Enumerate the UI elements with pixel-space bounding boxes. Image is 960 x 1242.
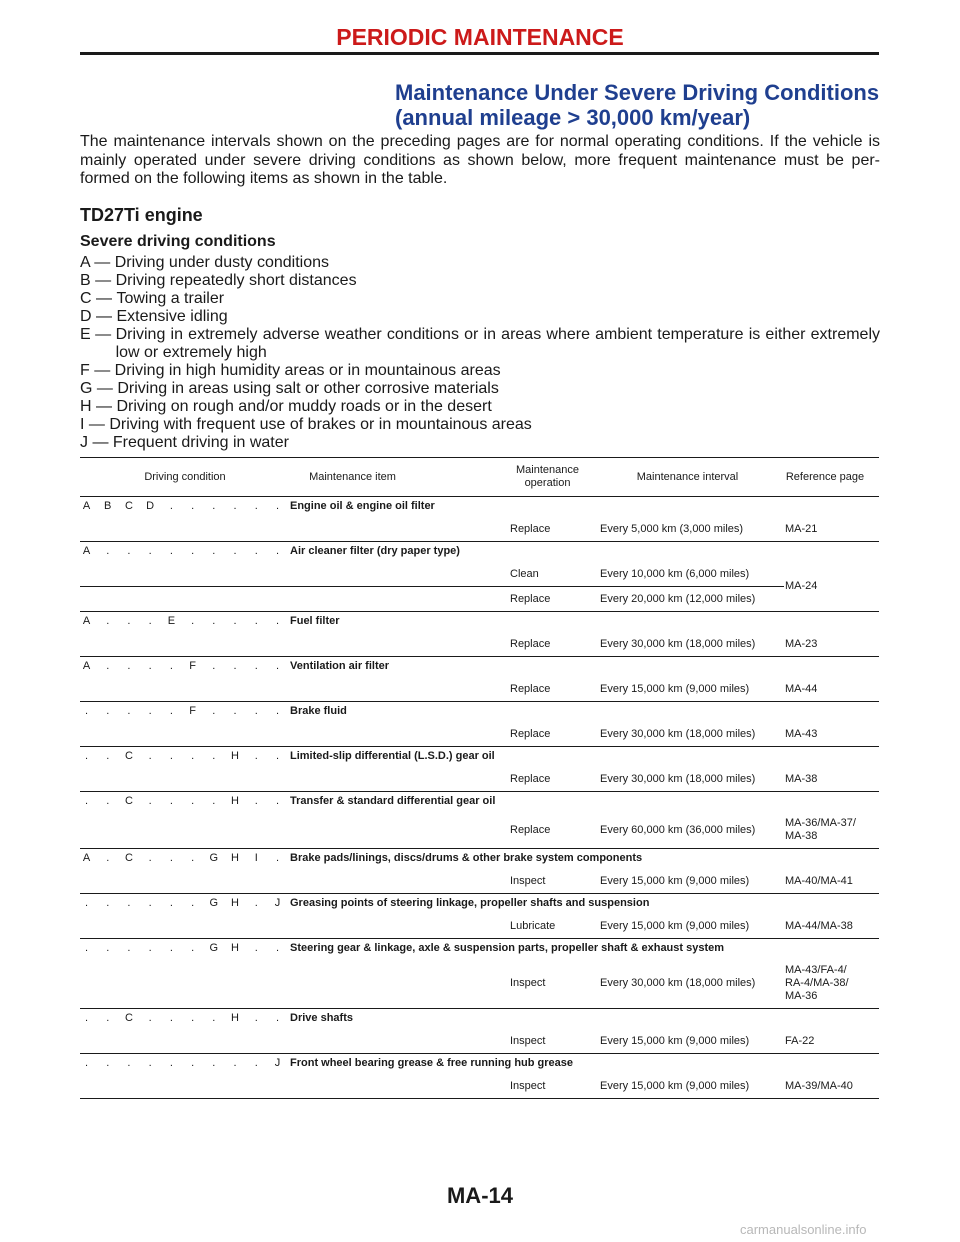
maintenance-operation: Replace [510,823,551,836]
condition-letter: B — [80,272,116,289]
condition-letter: J — [80,434,113,451]
condition-item [80,308,880,326]
condition-letter: F — [80,362,115,379]
row-head [80,702,879,722]
condition-item [80,380,880,398]
condition-code: . [275,545,279,557]
reference-page: MA-43 [785,727,818,740]
condition-code: D [146,500,155,512]
engine-title: TD27Ti engine [80,205,203,225]
condition-code: C [124,500,133,512]
maintenance-operation: Replace [510,522,551,535]
reference-page: FA-22 [785,1034,815,1047]
condition-code: . [106,852,110,864]
condition-letter: I — [80,416,110,433]
section-title-line2: (annual mileage > 30,000 km/year) [395,105,751,130]
condition-code: . [275,705,279,717]
reference-page: MA-38 [785,772,818,785]
condition-code: . [212,705,216,717]
header-maintenance-operation: Maintenance operation [516,464,579,489]
reference-page: MA-23 [785,637,818,650]
row-driving-condition [76,1012,288,1024]
condition-code: . [84,750,89,762]
conditions-list [80,254,880,452]
condition-code: . [233,1057,237,1069]
condition-code: A [82,852,91,864]
reference-page: MA-36/MA-37/ MA-38 [785,817,856,842]
operation-row [80,587,879,611]
row-head [80,849,879,869]
row-driving-condition [76,795,288,807]
maintenance-table [80,457,879,1099]
header-driving-condition: Driving condition [144,470,226,483]
condition-code: . [254,942,258,954]
maintenance-operation: Replace [510,727,551,740]
row-maintenance-item: Steering gear & linkage, axle & suspension parts, propeller shaft & exhaust system [290,942,725,954]
condition-code: . [148,545,152,557]
row-maintenance-item: Brake pads/linings, discs/drums & other brake system components [290,852,643,864]
condition-code: . [275,1012,279,1024]
page-number: MA-14 [446,1183,513,1208]
reference-page: MA-39/MA-40 [785,1079,853,1092]
row-driving-condition [76,942,288,954]
condition-letter: C — [80,290,117,307]
maintenance-operation: Replace [510,592,551,605]
condition-code: . [106,750,110,762]
condition-code: . [212,545,216,557]
condition-code: . [106,705,110,717]
maintenance-interval: Every 15,000 km (9,000 miles) [600,1079,750,1092]
maintenance-operation: Inspect [510,874,546,887]
condition-code: G [209,852,219,864]
condition-code: . [275,795,279,807]
condition-item [80,254,880,272]
condition-code: . [254,795,258,807]
header-rule [80,52,879,55]
condition-code: . [169,1012,173,1024]
condition-code: . [191,750,195,762]
maintenance-interval: Every 15,000 km (9,000 miles) [600,919,750,932]
condition-code: . [275,942,279,954]
table-row [80,1009,879,1054]
condition-code: . [191,1057,195,1069]
operation-row [80,722,879,746]
maintenance-interval: Every 15,000 km (9,000 miles) [600,874,750,887]
condition-code: . [233,705,237,717]
condition-code: . [169,852,173,864]
operation-row [80,869,879,893]
reference-page: MA-21 [785,522,818,535]
condition-text: Driving repeatedly short distances [115,272,357,289]
operation-row [80,517,879,541]
condition-item [80,362,880,380]
condition-code: . [148,897,152,909]
maintenance-operation: Replace [510,637,551,650]
condition-code: . [169,705,173,717]
condition-code: G [209,942,219,954]
condition-letter: E — [80,326,116,343]
condition-code: . [212,795,216,807]
table-row [80,894,879,939]
condition-code: . [148,1012,152,1024]
condition-code: E [167,615,176,627]
condition-letter: G — [80,380,118,397]
row-maintenance-item: Brake fluid [290,705,347,717]
row-head [80,612,879,632]
condition-code: . [127,660,131,672]
condition-text: Driving in areas using salt or other corrosive materials [117,380,499,397]
condition-code: . [212,660,216,672]
condition-letter: A — [80,254,115,271]
header-maintenance-item: Maintenance item [309,470,396,483]
condition-code: . [106,545,110,557]
row-maintenance-item: Front wheel bearing grease & free running hub grease [290,1057,574,1069]
reference-page: MA-24 [785,580,818,592]
row-maintenance-item: Greasing points of steering linkage, propeller shafts and suspension [290,897,650,909]
condition-code: . [127,705,131,717]
condition-code: . [106,942,110,954]
row-driving-condition [76,500,288,512]
condition-code: . [148,1057,152,1069]
condition-code: H [231,1012,239,1024]
table-row [80,747,879,792]
row-head [80,1009,879,1029]
watermark-text: carmanualsonline.info [740,1222,867,1237]
row-head [80,1054,879,1074]
reference-page: MA-44/MA-38 [785,919,853,932]
intro-paragraph: The maintenance intervals shown on the preceding pages are for normal operating conditions. If the vehicle is mainly operated under severe driving conditions as shown below, more frequent maintenance must be per-formed on the following items as shown in the table. [80,133,880,187]
table-row [80,792,879,849]
row-maintenance-item: Engine oil & engine oil filter [290,500,435,512]
condition-code: . [254,1012,258,1024]
maintenance-interval: Every 60,000 km (36,000 miles) [600,823,756,836]
condition-code: . [191,897,195,909]
table-row [80,497,879,542]
condition-item [80,272,880,290]
condition-code: . [106,1057,110,1069]
condition-code: H [231,897,239,909]
condition-code: . [254,660,258,672]
row-driving-condition [76,852,288,864]
row-maintenance-item: Transfer & standard differential gear oil [290,795,496,807]
condition-code: . [275,660,279,672]
row-maintenance-item: Limited-slip differential (L.S.D.) gear oil [290,750,495,762]
condition-text: Driving in extremely adverse weather conditions or in areas where ambient temperature is either extremely low or extremely high [115,326,880,361]
condition-code: . [169,500,173,512]
maintenance-interval: Every 15,000 km (9,000 miles) [600,682,750,695]
maintenance-interval: Every 30,000 km (18,000 miles) [600,772,756,785]
condition-code: . [254,705,258,717]
row-driving-condition [76,660,288,672]
maintenance-interval: Every 5,000 km (3,000 miles) [600,522,744,535]
operation-row [80,562,818,592]
condition-code: A [82,615,91,627]
condition-code: G [209,897,219,909]
table-row [80,702,879,747]
condition-code: . [169,942,173,954]
row-head [80,939,879,959]
condition-code: A [82,500,91,512]
condition-code: C [124,795,133,807]
maintenance-operation: Inspect [510,977,546,989]
condition-code: . [254,545,258,557]
condition-code: . [84,897,89,909]
condition-code: . [127,1057,131,1069]
condition-code: . [191,852,195,864]
condition-code: . [148,795,152,807]
condition-code: . [191,795,195,807]
condition-code: . [254,1057,258,1069]
condition-code: . [212,615,216,627]
condition-letter: D — [80,308,117,325]
condition-code: . [233,545,237,557]
condition-code: . [254,750,258,762]
condition-code: A [82,660,91,672]
page-header-title: PERIODIC MAINTENANCE [336,24,624,50]
condition-item [80,434,880,452]
condition-text: Driving with frequent use of brakes or in mountainous areas [109,416,532,433]
condition-code: . [275,852,279,864]
operation-row [80,1074,879,1098]
row-head [80,792,879,812]
row-driving-condition [76,705,288,717]
condition-item [80,326,880,362]
operation-row [80,632,879,656]
condition-text: Frequent driving in water [112,434,289,451]
condition-code: . [233,500,237,512]
condition-code: F [189,660,196,672]
maintenance-interval: Every 30,000 km (18,000 miles) [600,727,756,740]
row-maintenance-item: Fuel filter [290,615,340,627]
condition-code: I [254,852,258,864]
condition-code: . [254,500,258,512]
maintenance-interval: Every 10,000 km (6,000 miles) [600,567,750,580]
condition-code: . [169,1057,173,1069]
row-driving-condition [76,750,288,762]
condition-code: . [169,545,173,557]
condition-code: J [274,1057,281,1069]
condition-code: H [231,750,239,762]
condition-code: . [148,660,152,672]
operation-row [80,677,879,701]
operation-row [80,767,879,791]
condition-code: C [124,750,133,762]
operation-row [80,959,879,1008]
reference-page: MA-44 [785,682,818,695]
condition-item [80,416,880,434]
condition-text: Driving on rough and/or muddy roads or in the desert [116,398,492,415]
row-maintenance-item: Ventilation air filter [290,660,390,672]
row-head [80,894,879,914]
condition-code: . [191,615,195,627]
condition-text: Extensive idling [116,308,228,325]
condition-code: . [275,500,279,512]
maintenance-operation: Lubricate [510,919,556,932]
table-body [80,497,879,1098]
operation-row [80,812,879,848]
table-row [80,542,879,612]
table-row [80,657,879,702]
condition-code: B [104,500,112,512]
condition-code: . [127,942,131,954]
condition-code: . [233,615,237,627]
table-header [80,458,879,497]
condition-code: . [254,615,258,627]
condition-code: . [106,897,110,909]
header-maintenance-interval: Maintenance interval [636,470,739,483]
section-title-line1: Maintenance Under Severe Driving Conditions [395,80,880,105]
reference-page: MA-43/FA-4/ RA-4/MA-38/ MA-36 [785,964,849,1002]
row-maintenance-item: Air cleaner filter (dry paper type) [290,545,460,557]
maintenance-operation: Replace [510,682,551,695]
condition-code: . [84,795,89,807]
condition-code: C [124,1012,133,1024]
condition-code: . [191,545,195,557]
maintenance-operation: Inspect [510,1079,546,1092]
condition-code: . [84,942,89,954]
condition-code: . [148,852,152,864]
condition-code: . [127,897,131,909]
condition-code: H [231,852,239,864]
condition-item [80,398,880,416]
condition-code: . [169,897,173,909]
reference-page: MA-40/MA-41 [785,874,853,887]
conditions-heading: Severe driving conditions [80,233,276,250]
condition-code: . [212,500,216,512]
condition-code: . [169,750,173,762]
condition-code: . [106,615,110,627]
row-driving-condition [76,615,288,627]
condition-code: . [169,660,173,672]
condition-code: H [231,942,239,954]
table-row [80,612,879,657]
condition-code: . [254,897,258,909]
maintenance-interval: Every 15,000 km (9,000 miles) [600,1034,750,1047]
condition-code: . [106,660,110,672]
condition-code: H [231,795,239,807]
row-driving-condition [76,545,288,557]
condition-code: . [233,660,237,672]
condition-code: . [169,795,173,807]
condition-code: . [148,942,152,954]
section-title [395,80,879,130]
table-row [80,939,879,1009]
condition-code: . [212,1057,216,1069]
condition-code: . [212,1012,216,1024]
condition-code: . [84,1057,89,1069]
condition-letter: H — [80,398,117,415]
maintenance-operation: Clean [510,567,539,580]
condition-text: Towing a trailer [116,290,225,307]
operation-row [80,914,879,938]
condition-code: . [148,705,152,717]
condition-code: . [212,750,216,762]
row-driving-condition [76,897,288,909]
condition-code: J [274,897,281,909]
maintenance-operation: Replace [510,772,551,785]
header-reference-page: Reference page [785,470,865,483]
row-maintenance-item: Drive shafts [290,1012,353,1024]
condition-code: C [124,852,133,864]
condition-code: . [191,942,195,954]
condition-code: F [189,705,196,717]
operation-row [80,1029,879,1053]
maintenance-interval: Every 30,000 km (18,000 miles) [600,977,756,989]
condition-code: . [191,1012,195,1024]
condition-code: . [148,615,152,627]
condition-code: A [82,545,91,557]
condition-code: . [106,1012,110,1024]
condition-code: . [84,1012,89,1024]
condition-text: Driving under dusty conditions [114,254,330,271]
condition-text: Driving in high humidity areas or in mountainous areas [114,362,501,379]
row-head [80,747,879,767]
condition-item [80,290,880,308]
row-head [80,542,879,562]
condition-code: . [84,705,89,717]
row-head [80,497,879,517]
row-head [80,657,879,677]
condition-code: . [275,750,279,762]
table-row [80,1054,879,1098]
row-driving-condition [76,1057,288,1069]
condition-code: . [127,615,131,627]
maintenance-interval: Every 20,000 km (12,000 miles) [600,592,756,605]
condition-code: . [191,500,195,512]
maintenance-operation: Inspect [510,1034,546,1047]
maintenance-interval: Every 30,000 km (18,000 miles) [600,637,756,650]
condition-code: . [106,795,110,807]
condition-code: . [127,545,131,557]
condition-code: . [148,750,152,762]
condition-code: . [275,615,279,627]
table-row [80,849,879,894]
